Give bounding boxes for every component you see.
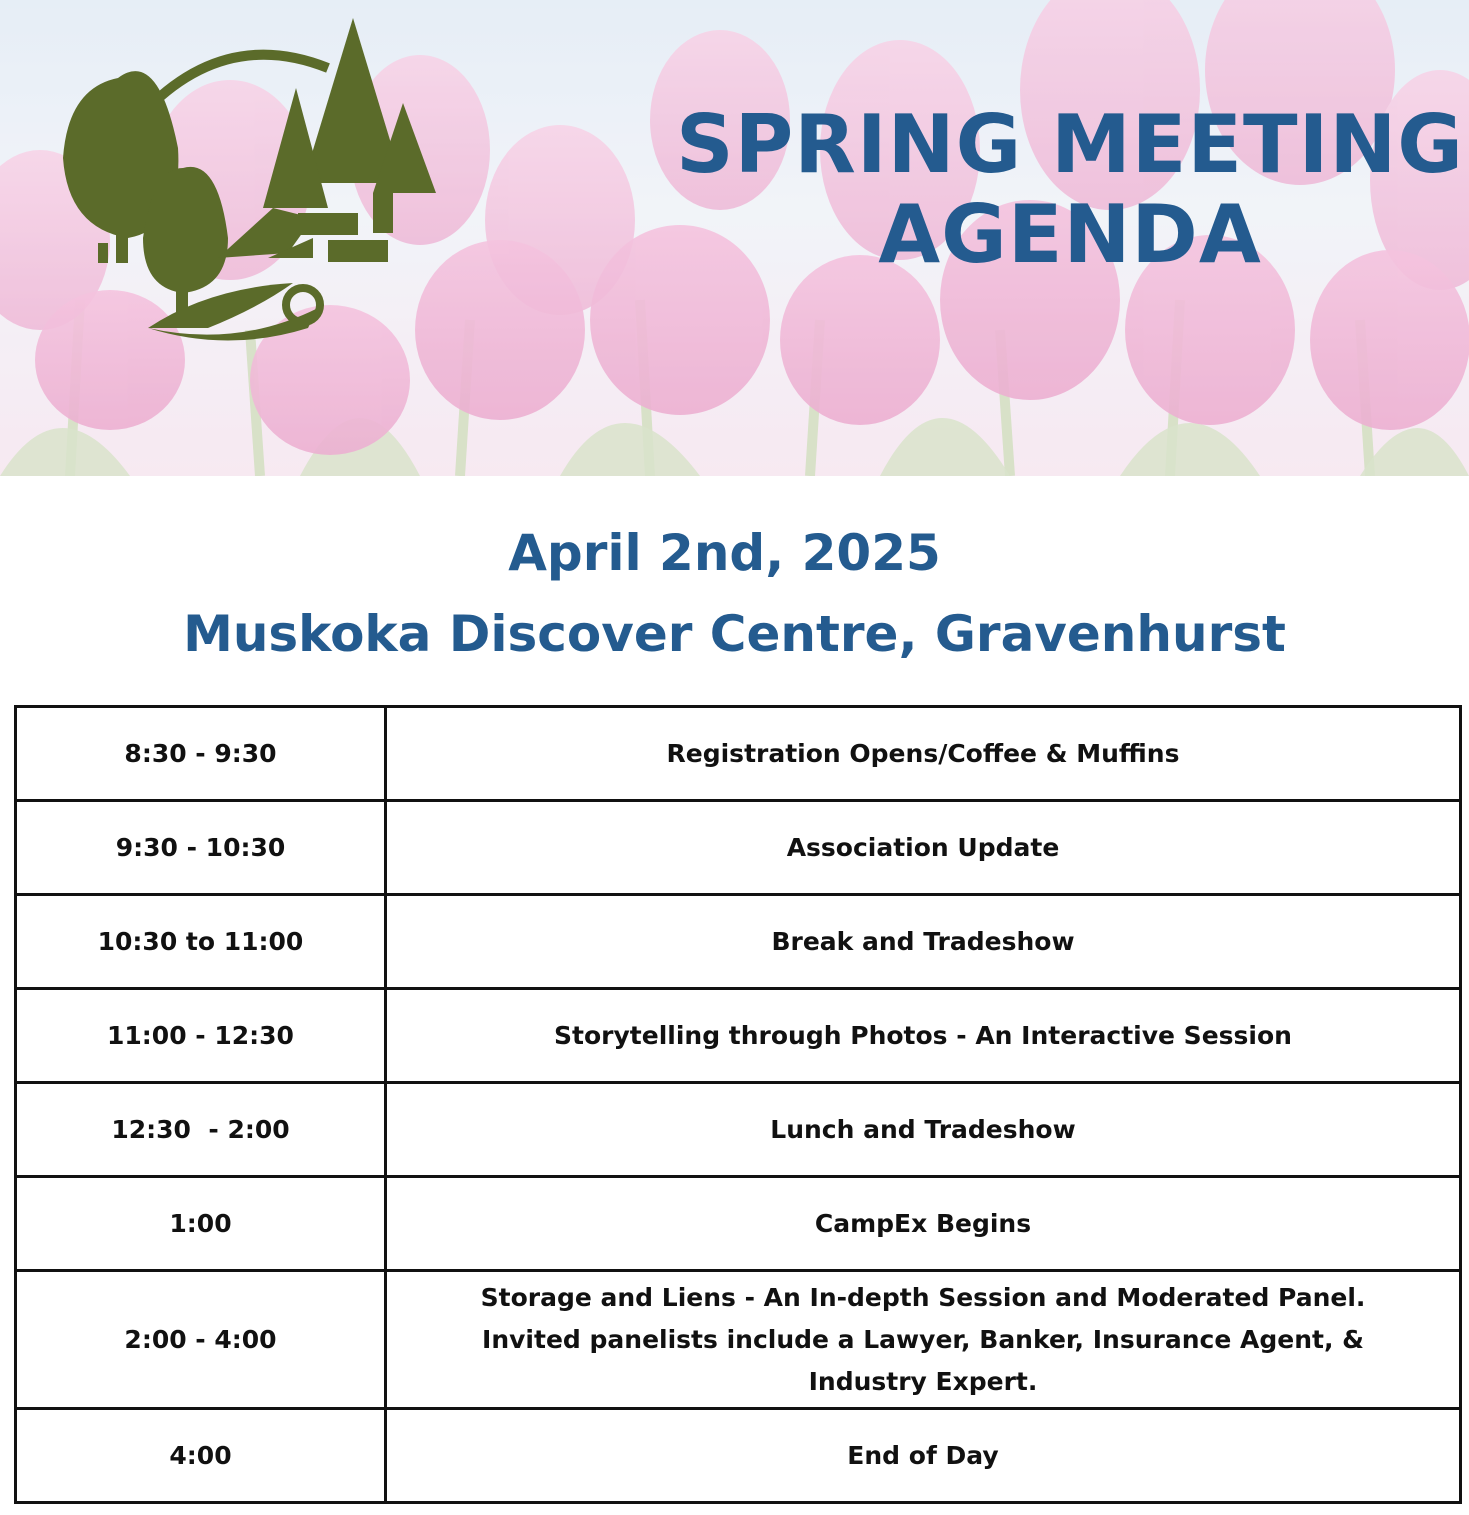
agenda-time: 2:00 - 4:00 [16,1271,386,1409]
table-row [16,801,1461,895]
agenda-time: 12:30 - 2:00 [16,1083,386,1177]
agenda-activity: Association Update [386,801,1461,895]
event-venue: Muskoka Discover Centre, Gravenhurst [183,605,1286,663]
agenda-activity: CampEx Begins [386,1177,1461,1271]
agenda-time: 1:00 [16,1177,386,1271]
agenda-time: 10:30 to 11:00 [16,895,386,989]
table-row [16,707,1461,801]
page-title [640,100,1469,280]
table-row [16,1083,1461,1177]
agenda-time: 8:30 - 9:30 [16,707,386,801]
table-row [16,895,1461,989]
agenda-activity: Break and Tradeshow [386,895,1461,989]
trees-landscape-logo-icon [58,8,438,348]
table-row [16,989,1461,1083]
agenda-activity: Storytelling through Photos - An Interactive Session [386,989,1461,1083]
table-row [16,1409,1461,1503]
event-date: April 2nd, 2025 [508,524,941,582]
agenda-time: 9:30 - 10:30 [16,801,386,895]
title-line-2: AGENDA [878,188,1262,281]
agenda-time: 11:00 - 12:30 [16,989,386,1083]
agenda-activity: Lunch and Tradeshow [386,1083,1461,1177]
agenda-activity: End of Day [386,1409,1461,1503]
header-banner [0,0,1469,476]
agenda-table [14,705,1462,1504]
agenda-time: 4:00 [16,1409,386,1503]
table-row [16,1177,1461,1271]
title-line-1: SPRING MEETING [676,98,1464,191]
agenda-activity: Storage and Liens - An In-depth Session and Moderated Panel. Invited panelists include a Lawyer, Banker, Insurance Agent, & Industry Expert. [386,1271,1461,1409]
agenda-activity: Registration Opens/Coffee & Muffins [386,707,1461,801]
table-row [16,1271,1461,1409]
